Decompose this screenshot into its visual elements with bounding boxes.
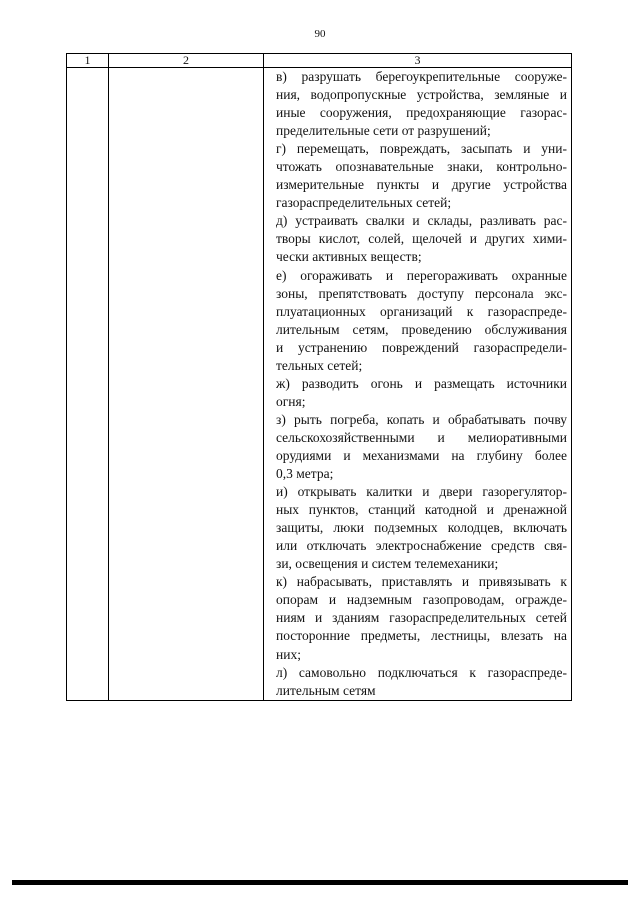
text-line: них;	[276, 646, 301, 662]
text-line: к) набрасывать, приставлять и привязывать к	[276, 574, 567, 590]
text-line: творы кислот, солей, щелочей и других хими-	[276, 231, 567, 247]
table-row	[67, 68, 572, 701]
bottom-rule	[12, 880, 628, 885]
text-line: лительным сетям, проведению обслуживания	[276, 321, 567, 337]
text-line: д) устраивать свалки и склады, разливать рас-	[276, 213, 567, 229]
text-line: зоны, препятствовать доступу персонала экс-	[276, 285, 567, 301]
column-header-3: 3	[264, 54, 572, 68]
text-line: иные сооружения, предохраняющие газорас-	[276, 105, 567, 121]
text-line: з) рыть погреба, копать и обрабатывать почву	[276, 411, 567, 427]
text-line: ния, водопропускные устройства, земляные и	[276, 87, 567, 103]
text-line: ных пунктов, станций катодной и дренажной	[276, 502, 567, 518]
text-line: сельскохозяйственными и мелиоративными	[276, 429, 567, 445]
text-line: в) разрушать берегоукрепительные сооруже-	[276, 69, 567, 84]
text-line: измерительные пункты и другие устройства	[276, 177, 567, 193]
column-3-cell	[264, 68, 572, 701]
text-line: плуатационных организаций к газораспреде-	[276, 303, 567, 319]
text-line: пределительные сети от разрушений;	[276, 123, 491, 139]
page-number: 90	[314, 28, 326, 40]
text-line: защиты, люки подземных колодцев, включать	[276, 520, 567, 536]
column-header-1: 1	[67, 54, 109, 68]
text-line: чтожать опознавательные знаки, контрольно-	[276, 159, 567, 175]
column-header-2: 2	[109, 54, 264, 68]
text-line: огня;	[276, 393, 306, 409]
text-line: г) перемещать, повреждать, засыпать и уни-	[276, 141, 567, 157]
text-line: 0,3 метра;	[276, 466, 334, 482]
text-line: опорам и надземным газопроводам, огражде-	[276, 592, 567, 608]
text-line: ж) разводить огонь и размещать источники	[276, 375, 567, 391]
text-line: и устранению повреждений газораспредели-	[276, 339, 567, 355]
text-line: тельных сетей;	[276, 357, 363, 373]
text-line: ниям и зданиям газораспределительных сетей	[276, 610, 567, 626]
text-line: орудиями и механизмами на глубину более	[276, 447, 567, 463]
document-table	[66, 53, 572, 701]
text-line: и) открывать калитки и двери газорегулятор-	[276, 484, 567, 500]
text-line: или отключать электроснабжение средств свя-	[276, 538, 567, 554]
text-line: чески активных веществ;	[276, 249, 422, 265]
column-2-cell	[109, 68, 264, 701]
column-1-cell	[67, 68, 109, 701]
text-line: лительным сетям	[276, 682, 376, 698]
text-line: л) самовольно подключаться к газораспреде-	[276, 664, 567, 680]
text-line: газораспределительных сетей;	[276, 195, 452, 211]
text-line: посторонние предметы, лестницы, влезать на	[276, 628, 567, 644]
text-line: е) огораживать и перегораживать охранные	[276, 267, 567, 283]
prohibitions-text	[276, 68, 567, 700]
table-header-row	[67, 54, 572, 68]
text-line: зи, освещения и систем телемеханики;	[276, 556, 499, 572]
